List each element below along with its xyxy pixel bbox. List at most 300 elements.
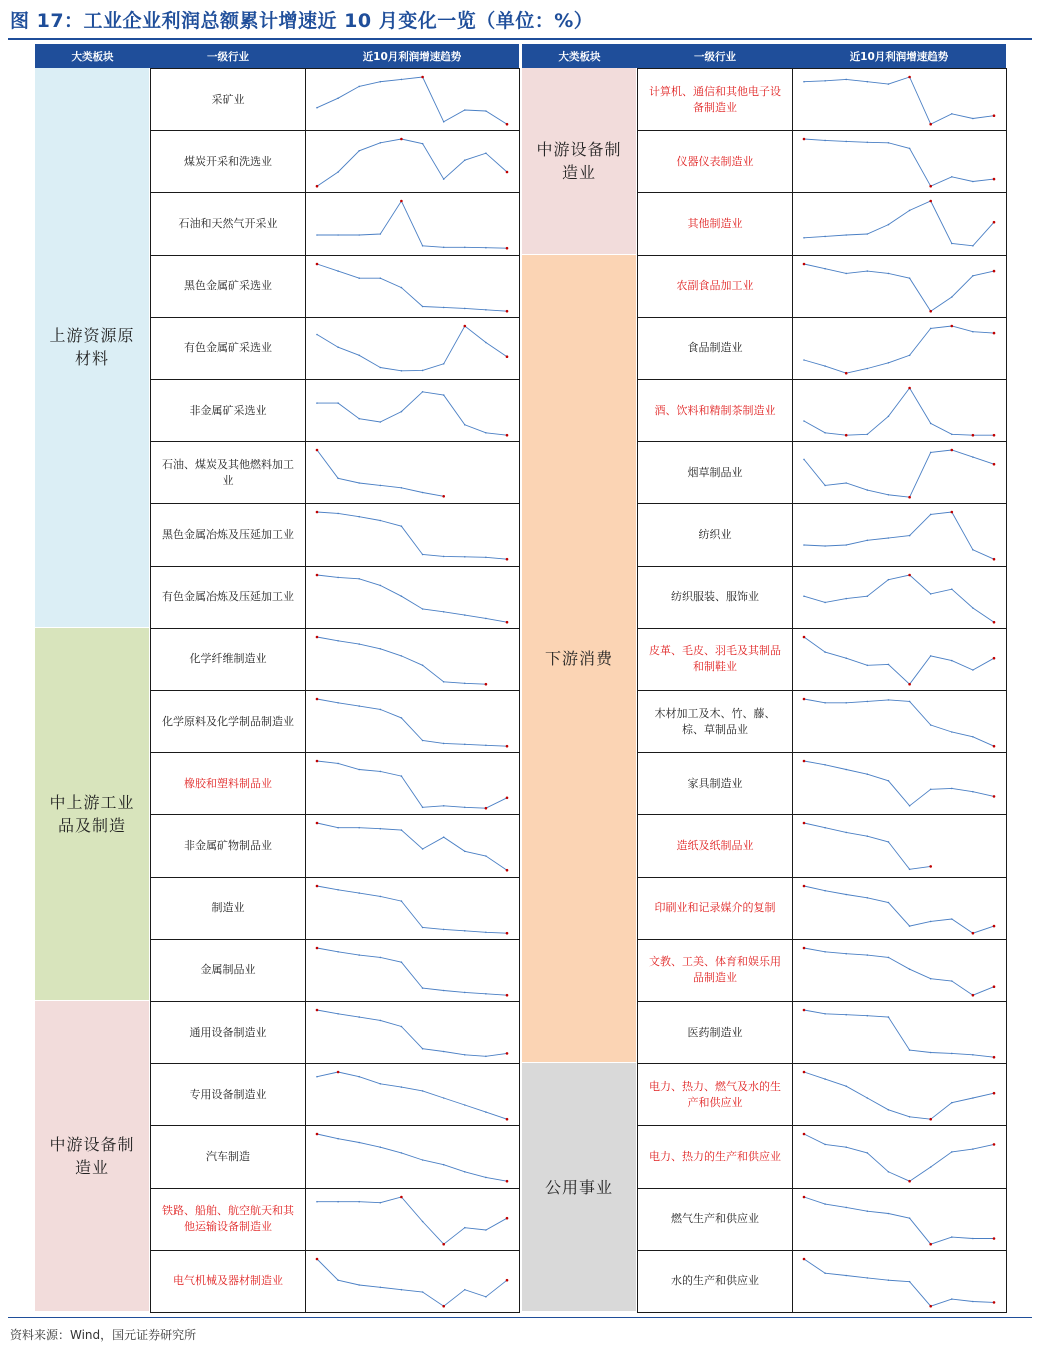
sparkline-point [993,1092,996,1095]
industry-name: 非金属矿物制品业 [150,814,306,876]
sparkline-point [993,620,996,623]
sparkline-point [909,1049,911,1051]
sparkline-point [993,332,996,335]
sparkline-point [993,178,996,181]
sparkline-point [930,789,932,791]
sparkline [305,131,519,193]
sparkline-point [316,946,319,949]
sparkline-point [909,701,911,703]
sparkline-cell [792,68,1007,130]
sparkline-point [316,822,319,825]
industry-name: 农副食品加工业 [637,255,793,317]
sparkline [792,567,1006,629]
sparkline-point [951,588,953,590]
sparkline-point [867,836,869,838]
industry-name: 电力、热力的生产和供应业 [637,1125,793,1187]
sparkline-point [909,1217,911,1219]
sparkline-point [422,1048,424,1050]
figure-title: 图 17：工业企业利润总额累计增速近 10 月变化一览（单位：%） [10,10,594,32]
sparkline-point [464,807,466,809]
sparkline [792,442,1006,504]
industry-name: 皮革、毛皮、羽毛及其制品和制鞋业 [637,628,793,690]
sparkline-point [422,369,424,371]
sparkline-point [972,994,975,997]
sparkline-point [506,1279,509,1282]
sparkline-point [358,1284,360,1286]
sparkline [305,442,519,504]
sparkline-point [951,980,953,982]
sparkline-point [443,247,445,249]
sparkline-point [867,142,869,144]
sparkline-point [443,743,445,745]
sparkline-point [929,309,932,312]
sparkline-point [951,176,953,178]
sparkline-series [804,575,994,622]
sparkline-point [867,664,869,666]
sparkline-point [888,538,890,540]
sparkline-point [506,994,509,997]
sparkline-point [824,951,826,953]
sparkline-cell [792,1125,1007,1187]
sparkline-point [401,526,403,528]
sparkline-point [867,434,869,436]
sparkline-point [401,961,403,963]
sparkline-point [803,946,806,949]
sparkline-point [972,791,974,793]
industry-name: 橡胶和塑料制品业 [150,752,306,814]
industry-name: 非金属矿采选业 [150,379,306,441]
sparkline-point [888,416,890,418]
sparkline-point [401,717,403,719]
sparkline-point [972,1149,974,1151]
sparkline-point [824,80,826,82]
sparkline-point [909,535,911,537]
sparkline-point [951,113,953,115]
sparkline-cell [792,939,1007,1001]
sparkline-point [972,1237,974,1239]
sparkline-point [803,595,805,597]
sparkline-point [422,1160,424,1162]
sparkline-series [317,761,507,808]
sparkline-point [401,830,403,832]
sparkline-point [443,989,445,991]
sparkline [792,878,1006,940]
sparkline-series [317,1134,507,1181]
sparkline-point [951,434,953,436]
sparkline-point [993,558,996,561]
sparkline-point [993,924,996,927]
sparkline-point [464,160,466,162]
sparkline-point [909,925,911,927]
industry-name: 汽车制造 [150,1125,306,1187]
sparkline-point [316,402,318,404]
sparkline-point [824,1144,826,1146]
sparkline-point [993,1143,996,1146]
sparkline [305,1002,519,1064]
sparkline-point [888,699,890,701]
sparkline-cell [792,566,1007,628]
sparkline-point [888,362,890,364]
sparkline-point [422,305,424,307]
industry-name: 纺织服装、服饰业 [637,566,793,628]
sparkline-point [358,1200,360,1202]
sparkline-point [993,434,996,437]
sparkline-point [401,79,403,81]
sparkline-point [803,138,806,141]
sparkline-point [337,270,339,272]
industry-name: 化学原料及化学制品制造业 [150,690,306,752]
sparkline-cell [792,1001,1007,1063]
sparkline-series [317,1197,507,1244]
sparkline-point [993,221,996,224]
sparkline-point [337,576,339,578]
sparkline-point [358,418,360,420]
sparkline-point [867,897,869,899]
sparkline-point [972,1300,974,1302]
sparkline-cell [792,317,1007,379]
sparkline-series [317,637,486,684]
sparkline-cell [305,441,520,503]
sparkline-cell [305,130,520,192]
sparkline-point [422,1090,424,1092]
sparkline-point [485,683,488,686]
sparkline [305,1189,519,1251]
sparkline-point [845,597,847,599]
sparkline [792,318,1006,380]
sparkline-point [506,123,509,126]
industry-name: 金属制品业 [150,939,306,1001]
sparkline-point [464,991,466,993]
sparkline-point [972,245,974,247]
sector-left-0: 上游资源原材料 [35,68,149,627]
industry-name: 木材加工及木、竹、藤、棕、草制品业 [637,690,793,752]
sparkline [792,1189,1006,1251]
header-industry: 一级行业 [150,44,306,68]
sparkline-point [972,736,974,738]
sparkline [305,380,519,442]
sparkline-point [867,489,869,491]
sparkline-point [909,277,911,279]
sparkline-point [380,1286,382,1288]
sparkline-point [485,432,487,434]
industry-name: 造纸及纸制品业 [637,814,793,876]
sector-right-1: 下游消费 [522,255,636,1063]
sparkline-cell [305,1063,520,1125]
sparkline-point [337,1279,339,1281]
sparkline-point [464,1226,466,1228]
sparkline-point [422,554,424,556]
sparkline-series [804,201,994,246]
sparkline-point [803,884,806,887]
sparkline-point [401,655,403,657]
sparkline-series [317,823,507,870]
sparkline-point [951,243,953,245]
sparkline-cell [792,814,1007,876]
sparkline-point [337,478,339,480]
header-sector: 大类板块 [522,44,637,68]
sparkline-point [867,1277,869,1279]
sparkline-point [824,651,826,653]
sparkline-point [380,421,382,423]
sparkline-point [316,1076,318,1078]
sparkline-point [930,452,932,454]
sparkline-point [443,178,445,180]
sparkline-point [929,185,932,188]
sparkline-point [845,1274,847,1276]
sparkline [792,691,1006,753]
sparkline-series [804,77,994,124]
sparkline-point [972,456,974,458]
sparkline-point [485,1056,487,1058]
sparkline-point [845,1147,847,1149]
sparkline-series [804,139,994,186]
sparkline-point [464,247,466,249]
sparkline-point [464,1171,466,1173]
sparkline-series [804,512,994,559]
sector-right-2: 公用事业 [522,1063,636,1311]
sparkline-point [316,333,318,335]
sparkline-point [380,1201,382,1203]
industry-name: 黑色金属矿采选业 [150,255,306,317]
sparkline [792,1251,1006,1313]
sparkline-series [317,139,507,186]
sparkline-point [358,1142,360,1144]
sparkline-point [337,1200,339,1202]
sparkline-point [909,1116,911,1118]
industry-name: 酒、饮料和精制茶制造业 [637,379,793,441]
sparkline-series [804,1072,994,1119]
sparkline-point [380,1020,382,1022]
sparkline [792,1064,1006,1126]
sparkline-point [464,744,466,746]
sparkline [792,193,1006,255]
sparkline [792,1126,1006,1188]
sparkline-point [316,635,319,638]
sparkline-point [485,745,487,747]
sparkline [792,629,1006,691]
sparkline-point [824,1013,826,1015]
sparkline-point [401,286,403,288]
sparkline-point [358,516,360,518]
sparkline-point [400,138,403,141]
sparkline-point [316,1257,319,1260]
sparkline-series [317,1010,507,1056]
sparkline [305,567,519,629]
header-trend: 近10月利润增速趋势 [305,44,519,68]
sparkline-point [337,235,339,237]
sparkline-point [972,118,974,120]
sparkline-cell [792,877,1007,939]
sparkline-point [930,593,932,595]
sparkline-cell [792,628,1007,690]
sparkline-point [358,482,360,484]
sparkline-point [380,277,382,279]
sparkline [305,318,519,380]
sparkline-point [358,578,360,580]
sparkline-point [443,556,445,558]
sparkline-point [506,355,509,358]
sparkline-point [485,557,487,559]
sparkline-point [380,142,382,144]
sparkline-point [867,234,869,236]
sparkline-point [464,307,466,309]
sparkline-point [464,556,466,558]
sparkline-point [358,86,360,88]
sparkline-point [380,648,382,650]
sparkline-point [358,235,360,237]
sparkline-point [845,482,847,484]
sparkline-cell [305,379,520,441]
sparkline-cell [305,752,520,814]
sparkline-point [845,141,847,143]
sparkline-point [951,1102,953,1104]
header-industry: 一级行业 [637,44,793,68]
industry-name: 计算机、通信和其他电子设备制造业 [637,68,793,130]
sparkline [305,504,519,566]
sparkline-point [358,954,360,956]
industry-name: 黑色金属冶炼及压延加工业 [150,503,306,565]
sparkline-point [485,247,487,249]
sparkline-point [422,1220,424,1222]
sparkline-cell [305,628,520,690]
sparkline-cell [305,566,520,628]
sparkline-point [929,1305,932,1308]
sparkline-point [443,121,445,123]
sparkline-point [824,485,826,487]
sparkline-point [803,635,806,638]
sparkline-point [867,954,869,956]
sparkline-point [316,107,318,109]
sparkline-point [845,832,847,834]
sparkline-point [993,985,996,988]
sparkline-series [317,886,507,933]
sparkline-point [380,81,382,83]
sparkline [792,753,1006,815]
sparkline-point [316,1133,319,1136]
sparkline-point [824,702,826,704]
sparkline-point [506,171,509,174]
sparkline-point [485,1229,487,1231]
sparkline-point [506,1216,509,1219]
sparkline-point [888,1016,890,1018]
sparkline-point [422,1291,424,1293]
sparkline-point [803,1133,806,1136]
sparkline-point [909,805,911,807]
sparkline-point [506,558,509,561]
industry-name: 烟草制品业 [637,441,793,503]
sparkline-point [358,705,360,707]
sparkline-point [845,893,847,895]
sparkline-point [845,79,847,81]
sparkline-cell [305,690,520,752]
industry-name: 纺织业 [637,503,793,565]
sparkline-series [317,1259,507,1306]
sparkline-point [401,487,403,489]
sparkline-point [421,76,424,79]
sparkline-cell [305,1250,520,1312]
sparkline-point [400,1195,403,1198]
sparkline [792,504,1006,566]
industry-name: 仪器仪表制造业 [637,130,793,192]
sparkline-point [422,987,424,989]
industry-name: 通用设备制造业 [150,1001,306,1063]
sparkline-point [337,763,339,765]
sparkline [305,193,519,255]
sparkline-point [908,683,911,686]
sparkline-point [930,327,932,329]
industry-name: 燃气生产和供应业 [637,1188,793,1250]
sparkline-point [401,1289,403,1291]
sparkline-series [804,388,994,435]
industry-name: 专用设备制造业 [150,1063,306,1125]
sparkline-point [485,341,487,343]
sparkline-point [316,698,319,701]
sparkline-point [380,828,382,830]
sparkline-point [972,275,974,277]
sparkline-point [337,827,339,829]
sparkline-point [442,1305,445,1308]
sparkline-point [464,614,466,616]
sparkline-series [317,699,507,746]
sparkline-series [317,201,507,248]
sparkline-point [888,272,890,274]
sparkline-point [422,492,424,494]
sparkline-point [888,224,890,226]
sparkline-point [845,702,847,704]
sparkline-point [929,123,932,126]
sparkline [305,878,519,940]
sparkline [792,815,1006,877]
sparkline-point [485,153,487,155]
sparkline-point [358,1076,360,1078]
sparkline-point [867,1015,869,1017]
sparkline-point [867,1152,869,1154]
sparkline-cell [792,255,1007,317]
sparkline-point [824,1078,826,1080]
sparkline-cell [792,441,1007,503]
sparkline-point [803,1257,806,1260]
sparkline-point [337,702,339,704]
sparkline-point [824,236,826,238]
sparkline-point [358,827,360,829]
sparkline-point [951,918,953,920]
sparkline-point [908,76,911,79]
sparkline-point [316,511,319,514]
sparkline-point [485,309,487,311]
sector-left-1: 中上游工业品及制造 [35,628,149,1000]
sparkline-point [485,1296,487,1298]
sparkline [305,256,519,318]
sparkline-point [951,660,953,662]
sparkline [305,1064,519,1126]
sparkline-series [804,761,994,806]
sparkline [305,940,519,1002]
sparkline-cell [305,503,520,565]
sparkline [305,1251,519,1313]
sparkline-point [993,1237,996,1240]
sparkline-cell [792,752,1007,814]
sparkline-point [930,423,932,425]
industry-name: 铁路、船舶、航空航天和其他运输设备制造业 [150,1188,306,1250]
sparkline-series [804,823,931,869]
sparkline-point [464,851,466,853]
sparkline-point [888,956,890,958]
sparkline-point [888,663,890,665]
sparkline-point [951,324,954,327]
sparkline-cell [305,255,520,317]
table-bottom-border [150,1312,520,1313]
sparkline-point [443,681,445,683]
